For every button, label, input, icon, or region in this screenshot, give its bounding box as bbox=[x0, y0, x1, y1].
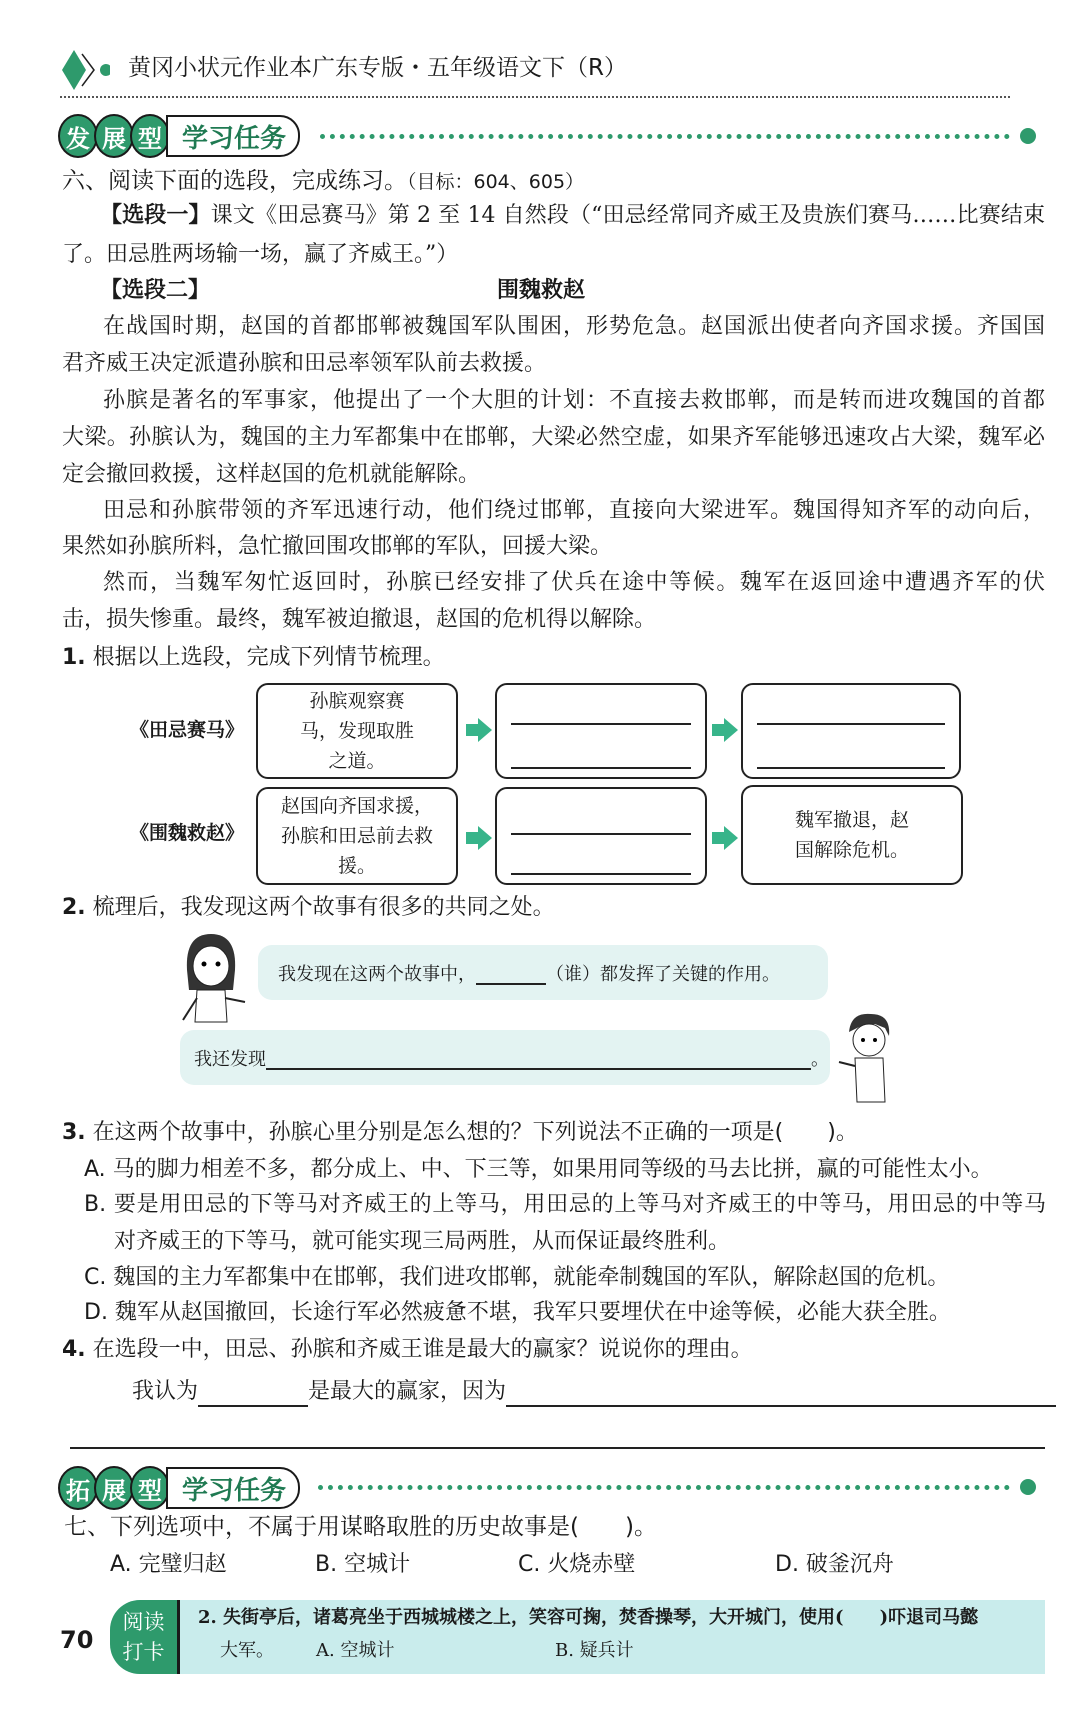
banner-char: 型 bbox=[130, 1466, 170, 1510]
para-line: 孙膑是著名的军事家，他提出了一个大胆的计划：不直接去救邯郸，而是转而进攻魏国的首都 bbox=[103, 388, 1045, 413]
q1-text: 根据以上选段，完成下列情节梳理。 bbox=[92, 645, 445, 670]
section6-target: （目标：604、605） bbox=[407, 171, 585, 193]
section6-title bbox=[62, 166, 584, 197]
para-line: 田忌和孙膑带领的齐军迅速行动，他们绕过邯郸，直接向大梁进军。魏国得知齐军的动向后， bbox=[103, 498, 1045, 523]
flow-step-answer-box[interactable] bbox=[495, 787, 707, 885]
page-number: 70 bbox=[60, 1626, 94, 1654]
reason-answer-line2[interactable] bbox=[70, 1447, 1045, 1449]
q3-option-b[interactable]: B. 要是用田忌的下等马对齐威王的上等马，用田忌的上等马对齐威王的中等马，用田忌的中等马 bbox=[84, 1192, 1046, 1217]
q4-prompt bbox=[62, 1335, 753, 1365]
bubble1-text: 我发现在这两个故事中， bbox=[278, 963, 476, 985]
section6-heading: 六、阅读下面的选段，完成练习。 bbox=[62, 168, 407, 194]
arrow-right-icon bbox=[478, 826, 492, 850]
banner-char: 拓 bbox=[58, 1466, 98, 1510]
q3-option-a[interactable]: A. 马的脚力相差不多，都分成上、中、下三等，如果用同等级的马去比拼，赢的可能性太小。 bbox=[84, 1157, 993, 1182]
q3-text: 在这两个故事中，孙膑心里分别是怎么想的？下列说法不正确的一项是( )。 bbox=[92, 1120, 858, 1145]
arrow-right-icon bbox=[724, 826, 738, 850]
q3-number: 3. bbox=[62, 1120, 86, 1145]
speech-bubble-girl bbox=[258, 945, 828, 1000]
q4-answer-mid: 是最大的赢家，因为 bbox=[308, 1379, 507, 1404]
bubble2-end: 。 bbox=[811, 1048, 829, 1070]
q4-answer-pre: 我认为 bbox=[132, 1379, 199, 1404]
footer-option-b[interactable]: B. 疑兵计 bbox=[555, 1640, 634, 1661]
para-line: 君齐威王决定派遣孙膑和田忌率领军队前去救援。 bbox=[62, 351, 547, 376]
flow-row-label: 《田忌赛马》 bbox=[130, 719, 245, 741]
flow-step-text: 赵国向齐国求援，孙膑和田忌前去救援。 bbox=[280, 795, 433, 877]
q2-text: 梳理后，我发现这两个故事有很多的共同之处。 bbox=[92, 895, 555, 920]
girl-illustration-icon bbox=[175, 930, 255, 1034]
para-line: 大梁。孙膑认为，魏国的主力军都集中在邯郸，大梁必然空虚，如果齐军能够迅速攻占大梁，魏军必 bbox=[62, 425, 1045, 450]
footer-question-line1: 2. 失街亭后，诸葛亮坐于西城城楼之上，笑容可掬，焚香操琴，大开城门，使用( )吓退司马懿 bbox=[198, 1607, 979, 1628]
reading-checkin-badge bbox=[110, 1600, 180, 1674]
reason-answer-blank[interactable] bbox=[506, 1383, 1056, 1407]
excerpt1-line2: 了。田忌胜两场输一场，赢了齐威王。”） bbox=[62, 242, 459, 267]
banner-char: 展 bbox=[94, 1466, 134, 1510]
speech-bubble-boy bbox=[180, 1030, 830, 1085]
para-line: 击，损失惨重。最终，魏军被迫撤退，赵国的危机得以解除。 bbox=[62, 607, 657, 632]
excerpt2-title: 围魏救赵 bbox=[497, 278, 586, 303]
banner-end-dot-icon bbox=[1020, 128, 1036, 144]
excerpt1-label: 【选段一】 bbox=[100, 203, 211, 228]
q2-number: 2. bbox=[62, 895, 86, 920]
banner-char: 发 bbox=[58, 114, 98, 158]
flow-step-box bbox=[741, 785, 963, 885]
bubble1-text-end: （谁）都发挥了关键的作用。 bbox=[546, 963, 780, 985]
arrow-right-icon bbox=[724, 718, 738, 742]
arrow-right-icon bbox=[478, 718, 492, 742]
q3-option-d[interactable]: D. 魏军从赵国撤回，长途行军必然疲惫不堪，我军只要埋伏在中途等候，必能大获全胜。 bbox=[84, 1300, 951, 1325]
section7-option-d[interactable]: D. 破釜沉舟 bbox=[775, 1552, 894, 1577]
q3-prompt bbox=[62, 1118, 858, 1148]
boy-illustration-icon bbox=[835, 1010, 905, 1114]
flow-row-label: 《围魏救赵》 bbox=[130, 822, 245, 844]
excerpt2-label: 【选段二】 bbox=[100, 278, 211, 303]
badge-line: 打卡 bbox=[122, 1640, 165, 1664]
section-banner-extension bbox=[58, 1466, 300, 1510]
banner-tag: 学习任务 bbox=[166, 1467, 300, 1509]
banner-tag: 学习任务 bbox=[166, 115, 300, 157]
excerpt1-line1 bbox=[100, 201, 1045, 231]
section7-option-c[interactable]: C. 火烧赤壁 bbox=[518, 1552, 636, 1577]
para-line: 定会撤回救援，这样赵国的危机就能解除。 bbox=[62, 462, 481, 487]
footer-option-a[interactable]: A. 空城计 bbox=[316, 1640, 395, 1661]
banner-end-dot-icon bbox=[1020, 1479, 1036, 1495]
para-line: 在战国时期，赵国的首都邯郸被魏国军队围困，形势危急。赵国派出使者向齐国求援。齐国国 bbox=[103, 314, 1045, 339]
header-title: 黄冈小状元作业本广东专版・五年级语文下（R） bbox=[128, 55, 627, 81]
finding-answer-blank[interactable] bbox=[266, 1046, 811, 1070]
flow-step-box bbox=[256, 683, 458, 779]
q1-number: 1. bbox=[62, 645, 86, 670]
q3-option-c[interactable]: C. 魏国的主力军都集中在邯郸，我们进攻邯郸，就能牵制魏国的军队，解除赵国的危机。 bbox=[84, 1265, 950, 1290]
q3-option-b-cont: 对齐威王的下等马，就可能实现三局两胜，从而保证最终胜利。 bbox=[114, 1229, 731, 1254]
banner-dots bbox=[320, 134, 1010, 139]
banner-dots bbox=[318, 1485, 1010, 1490]
banner-char: 展 bbox=[94, 114, 134, 158]
excerpt1-text: 课文《田忌赛马》第 2 至 14 自然段（“田忌经常同齐威王及贵族们赛马……比赛结束 bbox=[210, 203, 1045, 228]
bubble2-text: 我还发现 bbox=[194, 1048, 266, 1070]
flow-step-answer-box[interactable] bbox=[495, 683, 707, 779]
flow-step-text: 孙膑观察赛马，发现取胜之道。 bbox=[299, 690, 414, 772]
banner-char: 型 bbox=[130, 114, 170, 158]
flow-step-text: 魏军撤退，赵国解除危机。 bbox=[794, 809, 909, 861]
header-logo-icon bbox=[60, 48, 90, 88]
q4-number: 4. bbox=[62, 1337, 86, 1362]
badge-line: 阅读 bbox=[122, 1610, 165, 1634]
section-banner-development bbox=[58, 114, 300, 158]
q1-prompt bbox=[62, 643, 445, 673]
who-answer-blank[interactable] bbox=[476, 961, 546, 985]
section7-option-b[interactable]: B. 空城计 bbox=[315, 1552, 411, 1577]
q4-answer-line bbox=[132, 1377, 1056, 1407]
section7-option-a[interactable]: A. 完璧归赵 bbox=[110, 1552, 227, 1577]
winner-answer-blank[interactable] bbox=[198, 1383, 308, 1407]
para-line: 然而，当魏军匆忙返回时，孙膑已经安排了伏兵在途中等候。魏军在返回途中遭遇齐军的伏 bbox=[103, 570, 1045, 595]
flow-step-answer-box[interactable] bbox=[741, 683, 961, 779]
section7-title: 七、下列选项中，不属于用谋略取胜的历史故事是( )。 bbox=[64, 1514, 657, 1540]
q2-prompt bbox=[62, 893, 555, 923]
header-divider bbox=[60, 96, 1010, 98]
para-line: 果然如孙膑所料，急忙撤回围攻邯郸的军队，回援大梁。 bbox=[62, 534, 613, 559]
q4-text: 在选段一中，田忌、孙膑和齐威王谁是最大的赢家？说说你的理由。 bbox=[92, 1337, 753, 1362]
footer-question-line2: 大军。 bbox=[220, 1640, 274, 1661]
flow-step-box bbox=[256, 787, 458, 885]
